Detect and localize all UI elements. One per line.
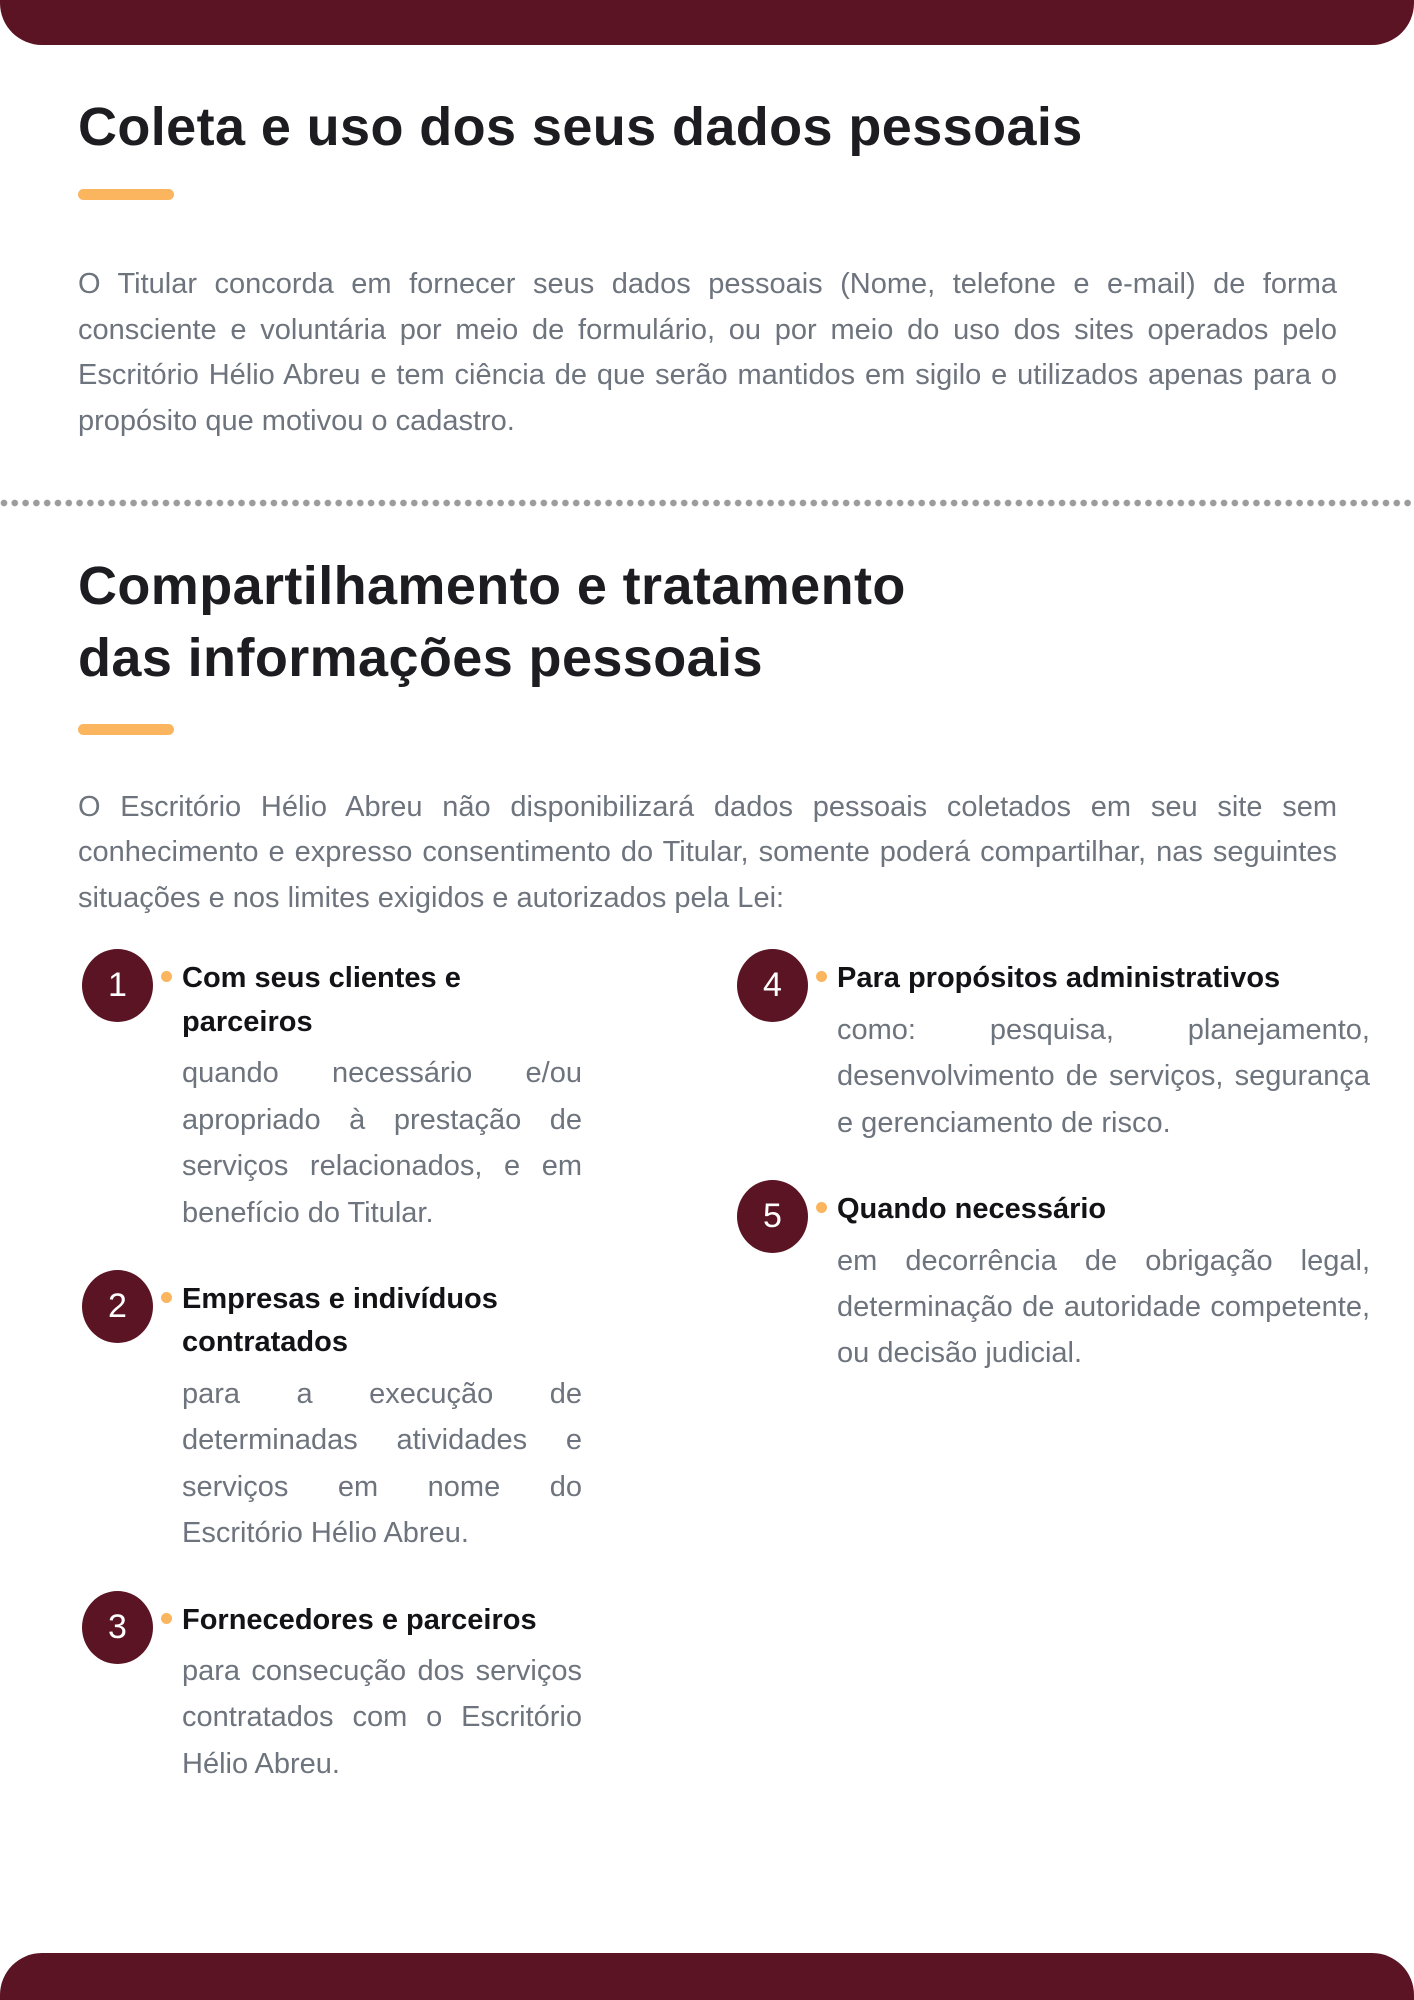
section1-accent-underline — [78, 189, 174, 200]
item5-number-badge: 5 — [737, 1180, 808, 1253]
top-decorative-bar — [0, 0, 1414, 45]
section1-paragraph: O Titular concorda em fornecer seus dados pessoais (Nome, telefone e e-mail) de forma consciente e voluntária por meio de formulário, ou por meio do uso dos sites operados pelo Escritório Hélio Abreu e tem ciência de que serão mantidos em sigilo e utilizados apenas para o propósito que motivou o cadastro. — [78, 268, 1337, 437]
list-column-right — [737, 957, 1370, 1829]
item4-body: como: pesquisa, planejamento, desenvolvimento de serviços, segurança e gerenciamento de risco. — [837, 1013, 1370, 1139]
list-item — [82, 957, 582, 1236]
list-item — [82, 1278, 582, 1557]
section1-title: Coleta e uso dos seus dados pessoais — [78, 97, 1083, 157]
section2-accent-underline — [78, 724, 174, 735]
item2-number-badge: 2 — [82, 1270, 153, 1343]
bottom-decorative-bar — [0, 1953, 1414, 2000]
item2-content — [182, 1278, 582, 1557]
list-item — [82, 1599, 582, 1788]
dotted-divider — [0, 499, 1414, 507]
item1-content — [182, 957, 582, 1236]
sharing-situations-list — [78, 957, 1370, 1829]
list-column-left — [82, 957, 582, 1829]
item3-number-badge: 3 — [82, 1591, 153, 1664]
item4-content — [837, 957, 1370, 1146]
list-item — [737, 1188, 1370, 1377]
orange-bullet-icon — [816, 971, 827, 982]
item3-content — [182, 1599, 582, 1788]
orange-bullet-icon — [161, 971, 172, 982]
section2-title: Compartilhamento e tratamento das informações pessoais — [78, 556, 906, 688]
item5-body: em decorrência de obrigação legal, determinação de autoridade competente, ou decisão judicial. — [837, 1244, 1370, 1370]
page-content — [0, 92, 1414, 1829]
orange-bullet-icon — [816, 1202, 827, 1213]
item1-title: Com seus clientes e parceiros — [182, 962, 461, 1038]
item5-content — [837, 1188, 1370, 1377]
item1-body: quando necessário e/ou apropriado à prestação de serviços relacionados, e em benefício do Titular. — [182, 1057, 582, 1229]
item3-body: para consecução dos serviços contratados com o Escritório Hélio Abreu. — [182, 1655, 582, 1780]
item2-title: Empresas e indivíduos contratados — [182, 1282, 498, 1359]
section2-paragraph: O Escritório Hélio Abreu não disponibilizará dados pessoais coletados em seu site sem conhecimento e expresso consentimento do Titular, somente poderá compartilhar, nas seguintes situações e nos limites exigidos e autorizados pela Lei: — [78, 790, 1337, 914]
item4-number-badge: 4 — [737, 949, 808, 1022]
item4-title: Para propósitos administrativos — [837, 962, 1281, 995]
list-item — [737, 957, 1370, 1146]
item1-number-badge: 1 — [82, 949, 153, 1022]
orange-bullet-icon — [161, 1613, 172, 1624]
orange-bullet-icon — [161, 1292, 172, 1303]
item2-body: para a execução de determinadas atividades e serviços em nome do Escritório Hélio Abreu. — [182, 1377, 582, 1550]
item3-title: Fornecedores e parceiros — [182, 1603, 537, 1636]
item5-title: Quando necessário — [837, 1193, 1107, 1226]
